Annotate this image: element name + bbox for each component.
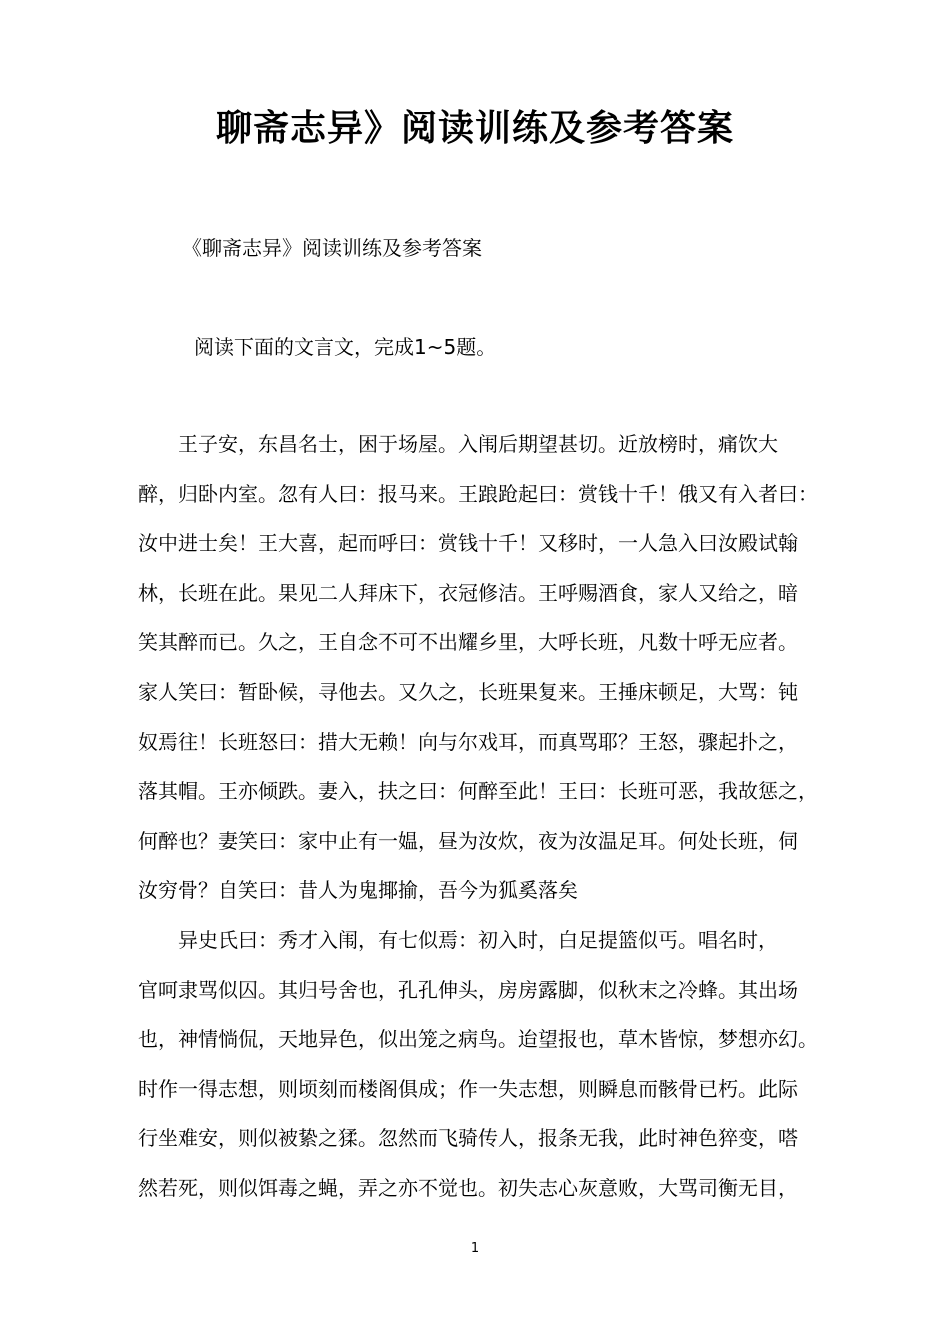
passage-line: 王子安，东昌名士，困于场屋。入闱后期望甚切。近放榜时，痛饮大: [138, 432, 778, 456]
reading-instruction: 阅读下面的文言文，完成1~5题。: [194, 335, 497, 359]
page-number: 1: [470, 1241, 480, 1256]
document-title: 聊斋志异》阅读训练及参考答案: [215, 108, 734, 149]
passage-line: 何醉也？妻笑曰：家中止有一媪，昼为汝炊，夜为汝温足耳。何处长班，伺: [138, 828, 798, 853]
passage-line: 汝中进士矣！王大喜，起而呼曰：赏钱十千！又移时，一人急入曰汝殿试翰: [138, 531, 798, 556]
passage-line: 林，长班在此。果见二人拜床下，衣冠修洁。王呼赐酒食，家人又给之，暗: [138, 580, 798, 605]
passage-line: 笑其醉而已。久之，王自念不可不出耀乡里，大呼长班，凡数十呼无应者。: [138, 630, 798, 655]
passage-line: 异史氏曰：秀才入闱，有七似焉：初入时，白足提篮似丐。唱名时，: [138, 927, 778, 952]
passage-line: 醉，归卧内室。忽有人曰：报马来。王踉跄起曰：赏钱十千！俄又有入者曰：: [138, 481, 818, 506]
document-subtitle: 《聊斋志异》阅读训练及参考答案: [182, 236, 482, 260]
passage-line: 官呵隶骂似囚。其归号舍也，孔孔伸头，房房露脚，似秋末之冷蜂。其出场: [138, 977, 798, 1002]
passage-line: 落其帽。王亦倾跌。妻入，扶之曰：何醉至此！王曰：长班可恶，我故惩之，: [138, 779, 818, 804]
passage-line: 家人笑曰：暂卧候，寻他去。又久之，长班果复来。王捶床顿足，大骂：钝: [138, 679, 798, 704]
passage-line: 汝穷骨？自笑曰：昔人为鬼揶揄，吾今为狐奚落矣: [138, 878, 578, 903]
passage-line: 时作一得志想，则顷刻而楼阁俱成；作一失志想，则瞬息而骸骨已朽。此际: [138, 1076, 798, 1101]
passage-line: 也，神情惝侃，天地异色，似出笼之病鸟。迨望报也，草木皆惊，梦想亦幻。: [138, 1027, 818, 1052]
classical-passage: [138, 428, 828, 1222]
passage-line: 然若死，则似饵毒之蝇，弄之亦不觉也。初失志心灰意败，大骂司衡无目，: [138, 1175, 798, 1200]
passage-line: 行坐难安，则似被絷之猱。忽然而飞骑传人，报条无我，此时神色猝变，嗒: [138, 1126, 798, 1151]
passage-line: 奴焉往！长班怒曰：措大无赖！向与尔戏耳，而真骂耶？王怒，骤起扑之，: [138, 729, 798, 754]
